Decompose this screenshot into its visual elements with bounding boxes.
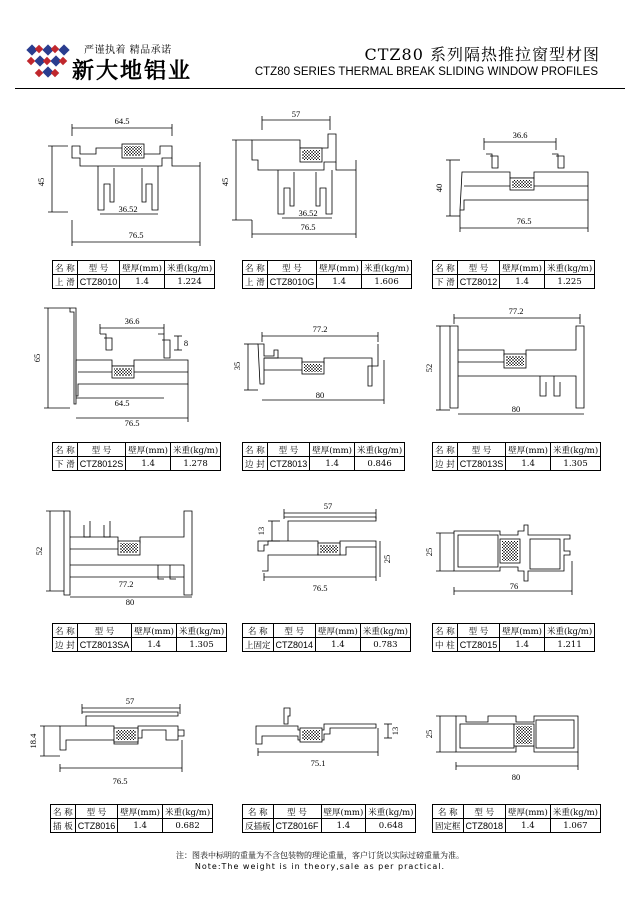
spec-table	[432, 623, 595, 652]
col-header: 名 称	[243, 624, 274, 638]
profile-model: CTZ8012	[457, 275, 500, 289]
dim-label: 57	[323, 501, 333, 511]
profile-thickness: 1.4	[321, 819, 366, 833]
profile-name: 边 封	[433, 457, 458, 471]
col-header: 名 称	[51, 805, 76, 819]
profile-thickness: 1.4	[317, 275, 362, 289]
col-header: 壁厚(mm)	[506, 805, 551, 819]
profile-name: 固定框	[433, 819, 464, 833]
col-header: 壁厚(mm)	[118, 805, 163, 819]
col-header: 米重(kg/m)	[177, 624, 227, 638]
dim-label: 52	[34, 546, 44, 556]
spec-table	[432, 442, 601, 471]
col-header: 壁厚(mm)	[506, 443, 551, 457]
col-header: 名 称	[53, 261, 78, 275]
profile-name: 反插板	[243, 819, 274, 833]
profile-card	[420, 110, 600, 295]
page-header	[0, 0, 640, 95]
profile-drawing-ctz8016f	[228, 690, 408, 800]
col-header: 名 称	[433, 443, 458, 457]
profile-drawing-ctz8018	[420, 690, 600, 800]
dim-label: 13	[256, 526, 266, 536]
spec-table	[50, 804, 213, 833]
profile-weight: 1.305	[551, 457, 601, 471]
col-header: 型 号	[457, 261, 500, 275]
profile-weight: 1.305	[177, 638, 227, 652]
company-slogan: 严谨执着 精品承诺	[84, 45, 172, 56]
dim-label: 76.5	[124, 418, 140, 428]
profile-card	[228, 300, 408, 485]
dim-label: 57	[125, 696, 135, 706]
dim-label: 76.5	[128, 230, 144, 240]
profile-weight: 1.278	[171, 457, 221, 471]
spec-table	[242, 623, 411, 652]
col-header: 米重(kg/m)	[362, 261, 412, 275]
col-header: 米重(kg/m)	[355, 443, 405, 457]
profile-drawing-ctz8012	[420, 110, 600, 260]
profile-drawing-ctz8016	[30, 690, 210, 800]
col-header: 米重(kg/m)	[551, 443, 601, 457]
col-header: 壁厚(mm)	[316, 624, 361, 638]
col-header: 名 称	[243, 805, 274, 819]
spec-table	[52, 260, 215, 289]
profile-model: CTZ8010	[77, 275, 120, 289]
col-header: 型 号	[77, 624, 132, 638]
dim-label: 65	[32, 353, 42, 363]
profile-model: CTZ8016F	[273, 819, 321, 833]
profile-card	[220, 109, 410, 295]
profile-thickness: 1.4	[316, 638, 361, 652]
col-header: 名 称	[433, 805, 464, 819]
dim-label: 80	[511, 404, 521, 414]
spec-table	[432, 804, 601, 833]
spec-table	[52, 442, 221, 471]
profile-model: CTZ8013S	[457, 457, 506, 471]
dim-label: 76.5	[112, 776, 128, 786]
dim-label: 36.6	[124, 316, 140, 326]
dim-label: 76.5	[312, 583, 328, 593]
profile-weight: 1.606	[362, 275, 412, 289]
profile-model: CTZ8013SA	[77, 638, 132, 652]
col-header: 型 号	[77, 261, 120, 275]
profile-card	[36, 110, 220, 295]
profile-weight: 0.783	[360, 638, 410, 652]
dim-label: 64.5	[114, 116, 130, 126]
profile-weight: 1.211	[545, 638, 595, 652]
col-header: 米重(kg/m)	[545, 624, 595, 638]
col-header: 型 号	[77, 443, 126, 457]
col-header: 型 号	[463, 805, 506, 819]
col-header: 型 号	[273, 805, 321, 819]
col-header: 米重(kg/m)	[366, 805, 416, 819]
profile-drawing-ctz8013s	[420, 300, 600, 450]
dim-label: 76.5	[516, 216, 532, 226]
profile-model: CTZ8018	[463, 819, 506, 833]
profile-card	[420, 495, 600, 675]
col-header: 型 号	[75, 805, 118, 819]
spec-table	[242, 804, 416, 833]
col-header: 型 号	[267, 443, 310, 457]
profile-thickness: 1.4	[500, 275, 545, 289]
dim-label: 76	[509, 581, 519, 591]
header-divider	[15, 88, 625, 89]
col-header: 壁厚(mm)	[120, 261, 165, 275]
dim-label: 45	[220, 177, 230, 187]
spec-table	[242, 442, 405, 471]
dim-label: 25	[382, 554, 392, 564]
dim-label: 80	[125, 597, 135, 607]
profile-thickness: 1.4	[118, 819, 163, 833]
profile-drawing-ctz8010g	[220, 109, 408, 260]
col-header: 名 称	[53, 443, 78, 457]
profile-thickness: 1.4	[310, 457, 355, 471]
dim-label: 77.2	[508, 306, 524, 316]
page-title-en: CTZ80 SERIES THERMAL BREAK SLIDING WINDOW PROFILES	[254, 66, 598, 78]
col-header: 壁厚(mm)	[132, 624, 177, 638]
profile-name: 边 封	[243, 457, 268, 471]
profile-model: CTZ8012S	[77, 457, 126, 471]
dim-label: 76.5	[300, 222, 316, 232]
dim-label: 80	[315, 390, 325, 400]
footnote-cn: 注：图表中标明的重量为不含包装物的理论重量，客户订货以实际过磅重量为准。	[176, 851, 464, 860]
profile-model: CTZ8013	[267, 457, 310, 471]
profile-thickness: 1.4	[506, 819, 551, 833]
profile-name: 插 板	[51, 819, 76, 833]
dim-label: 64.5	[114, 398, 130, 408]
col-header: 米重(kg/m)	[550, 805, 600, 819]
profile-weight: 1.224	[165, 275, 215, 289]
profile-weight: 1.225	[545, 275, 595, 289]
col-header: 名 称	[433, 624, 458, 638]
col-header: 壁厚(mm)	[500, 624, 545, 638]
dim-label: 40	[434, 183, 444, 193]
col-header: 壁厚(mm)	[500, 261, 545, 275]
dim-label: 36.52	[118, 204, 138, 214]
profile-drawing-ctz8012s	[30, 300, 210, 450]
profile-drawing-ctz8013	[228, 300, 408, 450]
dim-label: 8	[183, 338, 189, 348]
profile-card	[420, 690, 600, 850]
profile-card	[30, 300, 219, 485]
profile-name: 上 滑	[53, 275, 78, 289]
spec-table	[242, 260, 412, 289]
dim-label: 25	[424, 729, 434, 739]
dim-label: 52	[424, 363, 434, 373]
spec-table	[52, 623, 227, 652]
profile-name: 下 滑	[433, 275, 458, 289]
profile-model: CTZ8015	[457, 638, 500, 652]
profile-weight: 0.846	[355, 457, 405, 471]
col-header: 米重(kg/m)	[360, 624, 410, 638]
col-header: 壁厚(mm)	[126, 443, 171, 457]
dim-label: 36.52	[298, 208, 318, 218]
col-header: 壁厚(mm)	[317, 261, 362, 275]
profile-card	[420, 300, 600, 485]
col-header: 米重(kg/m)	[171, 443, 221, 457]
dim-label: 45	[36, 177, 46, 187]
col-header: 型 号	[457, 443, 506, 457]
profile-thickness: 1.4	[500, 638, 545, 652]
profile-name: 上 滑	[243, 275, 268, 289]
profile-weight: 1.067	[550, 819, 600, 833]
dim-label: 35	[232, 361, 242, 371]
profile-drawing-ctz8010	[36, 110, 220, 260]
profile-weight: 0.648	[366, 819, 416, 833]
profile-thickness: 1.4	[506, 457, 551, 471]
dim-label: 25	[424, 547, 434, 557]
col-header: 名 称	[53, 624, 78, 638]
col-header: 米重(kg/m)	[545, 261, 595, 275]
profile-card	[30, 690, 210, 850]
profile-thickness: 1.4	[132, 638, 177, 652]
profile-name: 边 封	[53, 638, 78, 652]
dim-label: 75.1	[310, 758, 326, 768]
col-header: 型 号	[273, 624, 316, 638]
dim-label: 36.6	[512, 130, 528, 140]
col-header: 米重(kg/m)	[165, 261, 215, 275]
profile-model: CTZ8010G	[267, 275, 317, 289]
profile-card	[228, 690, 414, 850]
dim-label: 13	[390, 726, 400, 736]
profile-card	[228, 495, 408, 675]
col-header: 名 称	[243, 261, 268, 275]
spec-table	[432, 260, 595, 289]
dim-label: 80	[511, 772, 521, 782]
company-name: 新大地铝业	[72, 58, 193, 84]
col-header: 型 号	[267, 261, 317, 275]
profile-thickness: 1.4	[120, 275, 165, 289]
profile-thickness: 1.4	[126, 457, 171, 471]
profile-name: 下 滑	[53, 457, 78, 471]
company-logo-icon	[22, 42, 74, 82]
footnote-en: Note:The weight is in theory,sale as per practical.	[194, 862, 446, 871]
col-header: 名 称	[433, 261, 458, 275]
col-header: 型 号	[457, 624, 500, 638]
dim-label: 77.2	[118, 579, 134, 589]
dim-label: 77.2	[312, 324, 328, 334]
col-header: 壁厚(mm)	[310, 443, 355, 457]
profile-weight: 0.682	[163, 819, 213, 833]
profile-name: 上固定	[243, 638, 274, 652]
profile-model: CTZ8016	[75, 819, 118, 833]
profile-model: CTZ8014	[273, 638, 316, 652]
dim-label: 57	[291, 109, 301, 119]
page-title-cn: CTZ80 系列隔热推拉窗型材图	[364, 45, 600, 64]
col-header: 名 称	[243, 443, 268, 457]
profile-card	[34, 495, 225, 675]
profile-name: 中 柱	[433, 638, 458, 652]
dim-label: 18.4	[28, 733, 38, 749]
col-header: 壁厚(mm)	[321, 805, 366, 819]
col-header: 米重(kg/m)	[163, 805, 213, 819]
